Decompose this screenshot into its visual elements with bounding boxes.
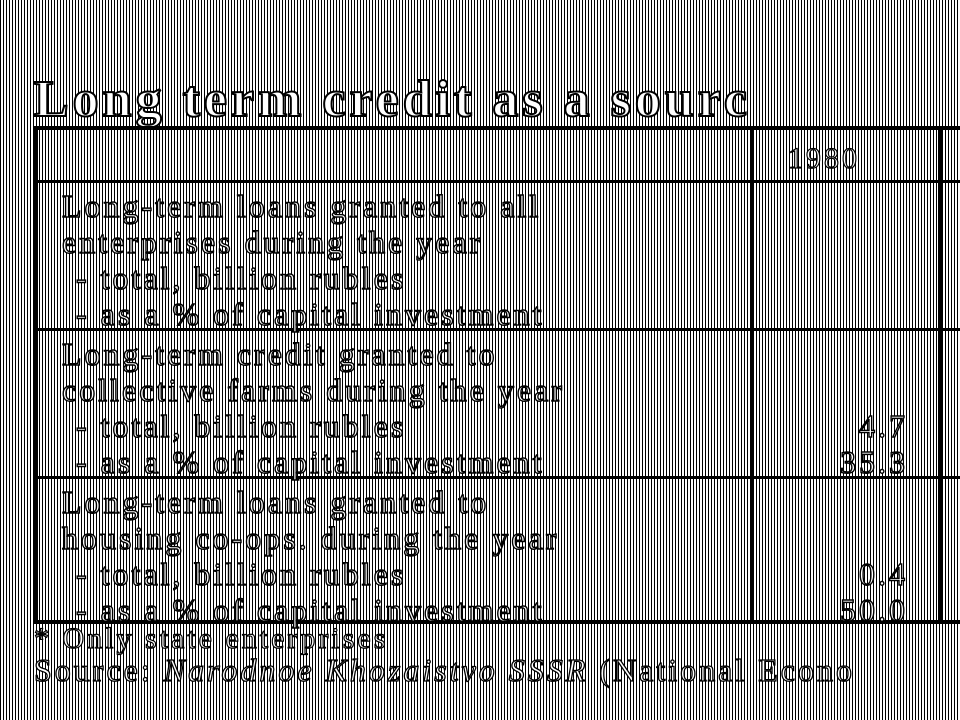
row-sublabel-percent: - as a % of capital investment bbox=[76, 444, 545, 480]
row-label: collective farms during the year bbox=[62, 372, 565, 408]
column-divider bbox=[750, 130, 754, 620]
footnote: * Only state enterprises bbox=[34, 622, 389, 655]
cell-percent: 50.0 bbox=[840, 592, 908, 628]
source-suffix: (National Econo bbox=[599, 652, 855, 688]
cell-percent: 35.3 bbox=[840, 444, 908, 480]
row-label: Long-term credit granted to bbox=[62, 336, 498, 372]
row-label: Long-term loans granted to bbox=[62, 484, 490, 520]
column-header-1980: 1980 bbox=[788, 142, 860, 175]
credit-table bbox=[34, 126, 960, 628]
source-line bbox=[34, 654, 855, 686]
row-sublabel-total: - total, billion rubles bbox=[76, 556, 407, 592]
row-label: housing co-ops. during the year bbox=[62, 520, 560, 556]
page-title: Long term credit as a sourc bbox=[34, 71, 751, 128]
cell-total: 4.7 bbox=[859, 408, 908, 444]
row-sublabel-total: - total, billion rubles bbox=[76, 408, 407, 444]
column-divider bbox=[938, 130, 942, 620]
row-label: enterprises during the year bbox=[62, 224, 484, 260]
table-row bbox=[62, 336, 742, 480]
row-label: Long-term loans granted to all bbox=[62, 188, 542, 224]
row-sublabel-percent: - as a % of capital investment bbox=[76, 592, 545, 628]
table-row bbox=[62, 484, 742, 628]
table-row bbox=[62, 188, 742, 332]
cell-total: 0.4 bbox=[859, 556, 908, 592]
row-sublabel-percent: - as a % of capital investment bbox=[76, 296, 545, 332]
row-divider bbox=[38, 180, 960, 183]
row-sublabel-total: - total, billion rubles bbox=[76, 260, 407, 296]
source-title: Narodnoe Khozaistvo SSSR bbox=[163, 652, 589, 688]
source-prefix: Source: bbox=[34, 652, 153, 688]
